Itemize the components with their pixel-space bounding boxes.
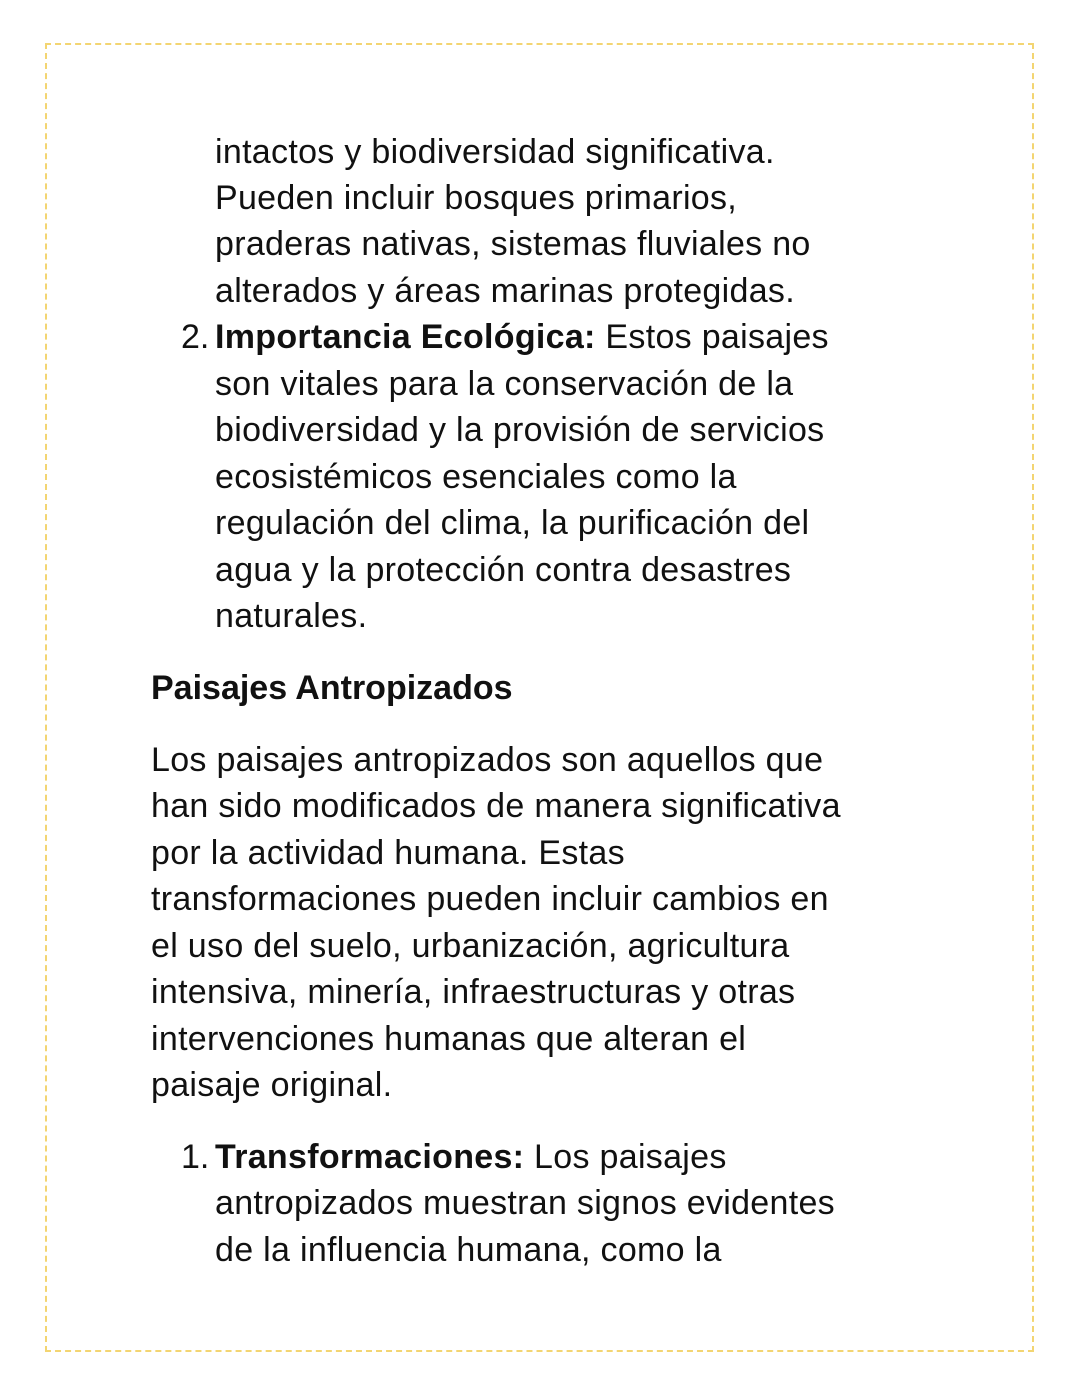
list-text-line: praderas nativas, sistemas fluviales no — [215, 225, 811, 263]
list-text-line: de la influencia humana, como la — [215, 1231, 722, 1269]
paragraph-line: Los paisajes antropizados son aquellos que — [151, 741, 824, 779]
paragraph-line: intensiva, minería, infraestructuras y otras — [151, 973, 796, 1011]
list-number: 1. — [181, 1138, 210, 1176]
paragraph-line: intervenciones humanas que alteran el — [151, 1020, 747, 1058]
list-text-line: Pueden incluir bosques primarios, — [215, 179, 738, 217]
list-text-line: intactos y biodiversidad significativa. — [215, 133, 775, 171]
list-item-term: Importancia Ecológica: — [215, 318, 596, 356]
list-text-line: naturales. — [215, 597, 368, 635]
section-heading: Paisajes Antropizados — [151, 669, 513, 707]
paragraph-line: por la actividad humana. Estas — [151, 834, 625, 872]
paragraph-line: el uso del suelo, urbanización, agricultura — [151, 927, 790, 965]
list-text-line: son vitales para la conservación de la — [215, 365, 794, 403]
list-text-line: biodiversidad y la provisión de servicios — [215, 411, 825, 449]
list-text-line: regulación del clima, la purificación del — [215, 504, 810, 542]
list-item-term: Transformaciones: — [215, 1138, 525, 1176]
paragraph-line: paisaje original. — [151, 1066, 393, 1104]
list-item-text: Estos paisajes — [595, 318, 829, 356]
list-item-first-line — [215, 314, 829, 360]
list-number: 2. — [181, 318, 210, 356]
paragraph-line: transformaciones pueden incluir cambios en — [151, 880, 829, 918]
list-item-text: Los paisajes — [524, 1138, 727, 1176]
list-text-line: ecosistémicos esenciales como la — [215, 458, 737, 496]
list-text-line: antropizados muestran signos evidentes — [215, 1184, 835, 1222]
paragraph-line: han sido modificados de manera significativa — [151, 787, 841, 825]
list-text-line: alterados y áreas marinas protegidas. — [215, 272, 795, 310]
list-item-first-line — [215, 1134, 727, 1180]
list-text-line: agua y la protección contra desastres — [215, 551, 792, 589]
